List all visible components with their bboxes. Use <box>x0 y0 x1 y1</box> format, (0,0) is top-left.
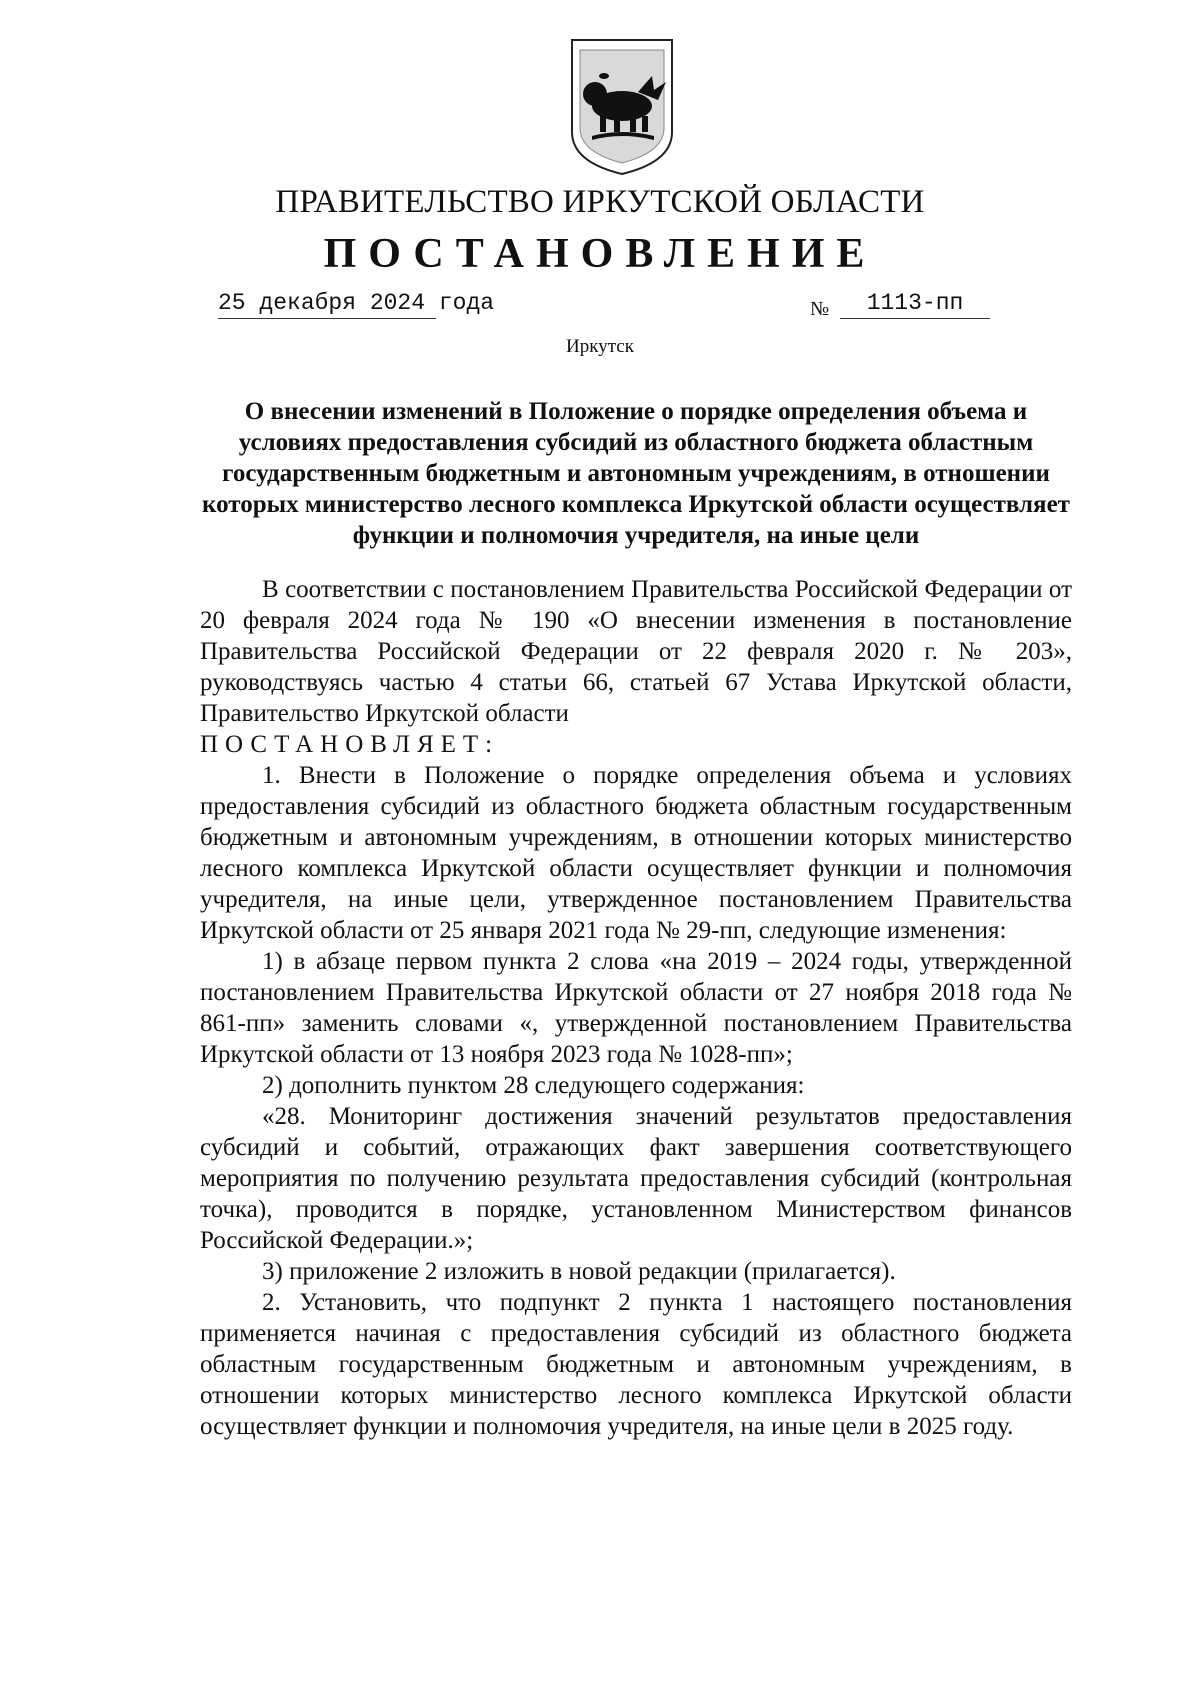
document-number: 1113-пп <box>840 290 990 319</box>
resolves-heading: ПОСТАНОВЛЯЕТ: <box>200 731 500 758</box>
document-type: ПОСТАНОВЛЕНИЕ <box>323 231 877 277</box>
preamble-paragraph: В соответствии с постановлением Правительства Российской Федерации от 20 февраля 2024 года № 190 «О внесении изменения в постановление Правительства Российской Федерации от 22 февраля 2020 г. № 203», руководствуясь частью 4 статьи 66, статьей 67 Устава Иркутской области, Правительство Иркутской области <box>200 576 1072 727</box>
paragraph-2: 2. Установить, что подпункт 2 пункта 1 настоящего постановления применяется начиная с предоставления субсидий из областного бюджета областным государственным бюджетным и автономным учреждениям, в отношении которых министерство лесного комплекса Иркутской области осуществляет функции и полномочия учредителя, на иные цели в 2025 году. <box>200 1289 1072 1440</box>
government-name: ПРАВИТЕЛЬСТВО ИРКУТСКОЙ ОБЛАСТИ <box>275 184 925 220</box>
document-body <box>200 574 1072 1442</box>
document-title: О внесении изменений в Положение о порядке определения объема и условиях предоставления субсидий из областного бюджета областным государственным бюджетным и автономным учреждениям, в отношении которых министерство лесного комплекса Иркутской области осуществляет функции и полномочия учредителя, на иные цели <box>202 398 1070 549</box>
subparagraph-1-2: 2) дополнить пунктом 28 следующего содержания: <box>262 1072 805 1099</box>
city-name: Иркутск <box>566 336 634 357</box>
quoted-point-28: «28. Мониторинг достижения значений результатов предоставления субсидий и событий, отражающих факт завершения соответствующего мероприятия по получению результата предоставления субсидий (контрольная точка), проводится в порядке, установленном Министерством финансов Российской Федерации.»; <box>200 1103 1072 1254</box>
subparagraph-1-3: 3) приложение 2 изложить в новой редакции (прилагается). <box>262 1258 896 1285</box>
document-date: 25 декабря 2024 года <box>218 290 436 319</box>
number-sign: № <box>810 298 830 320</box>
paragraph-1: 1. Внести в Положение о порядке определения объема и условиях предоставления субсидий из областного бюджета областным государственным бюджетным и автономным учреждениям, в отношении которых министерство лесного комплекса Иркутской области осуществляет функции и полномочия учредителя, на иные цели, утвержденное постановлением Правительства Иркутской области от 25 января 2021 года № 29-пп, следующие изменения: <box>200 762 1072 944</box>
subparagraph-1-1: 1) в абзаце первом пункта 2 слова «на 2019 – 2024 годы, утвержденной постановлением Правительства Иркутской области от 27 ноября 2018 года № 861-пп» заменить словами «, утвержденной постановлением Правительства Иркутской области от 13 ноября 2023 года № 1028-пп»; <box>200 948 1072 1068</box>
coat-of-arms-emblem <box>568 36 676 178</box>
